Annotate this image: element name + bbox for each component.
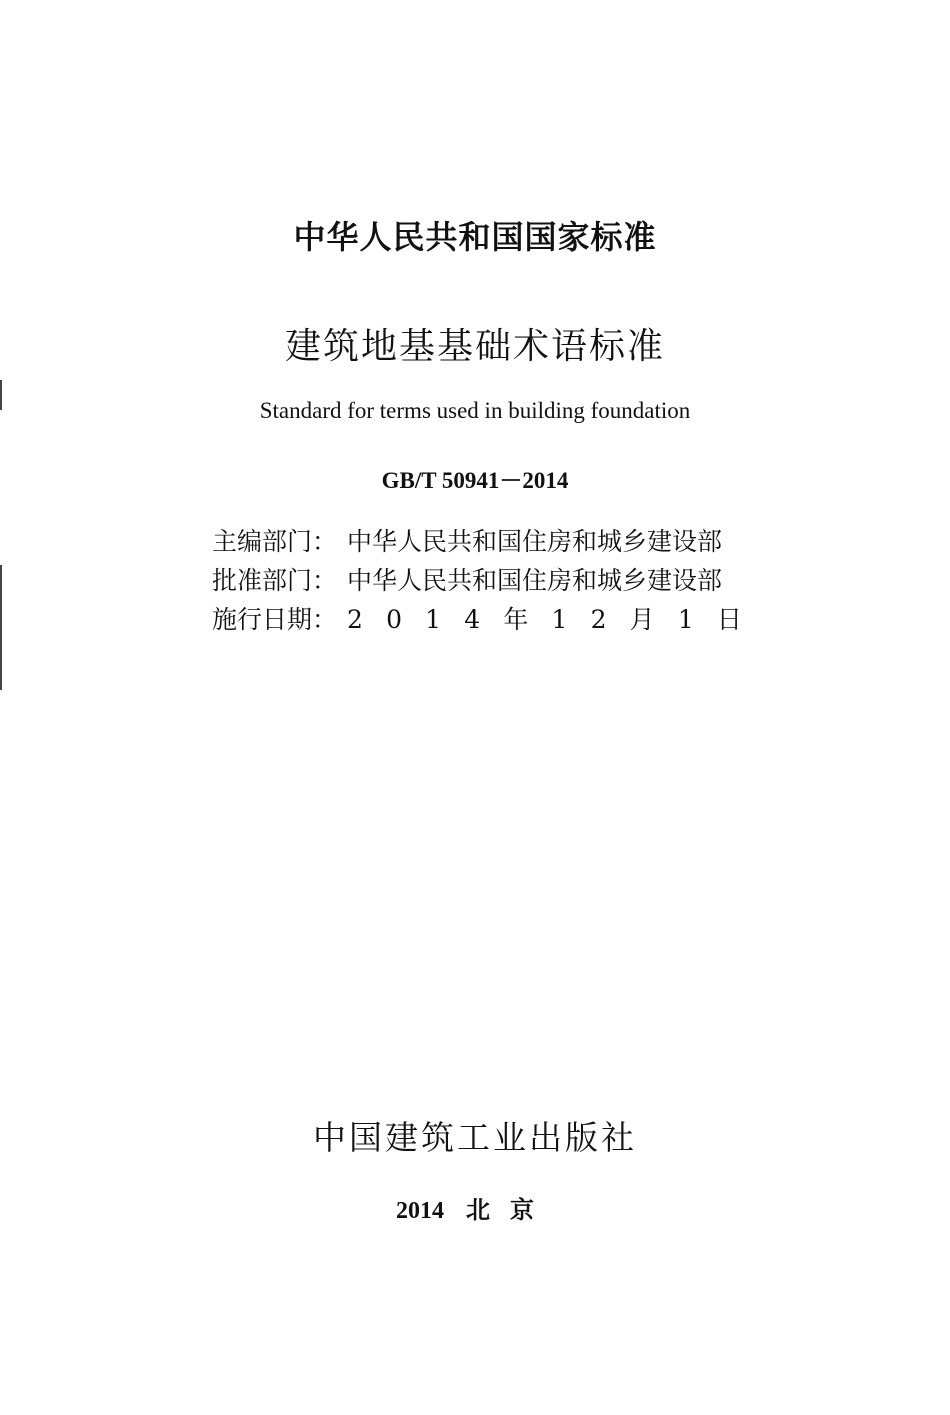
approver-row xyxy=(212,561,752,600)
editor-row xyxy=(212,522,752,561)
publication-line xyxy=(0,1190,950,1225)
date-char: 日 xyxy=(716,605,742,634)
editor-value: 中华人民共和国住房和城乡建设部 xyxy=(347,527,723,556)
date-char: 月 xyxy=(629,605,655,634)
date-char: 年 xyxy=(503,605,529,634)
effective-label: 施行日期： xyxy=(212,605,338,634)
date-char: 2 xyxy=(347,605,363,634)
date-char: 1 xyxy=(677,605,694,634)
document-title-en: Standard for terms used in building foundation xyxy=(259,398,691,423)
editor-label: 主编部门： xyxy=(212,527,338,556)
scan-edge-mark xyxy=(0,565,2,690)
approver-value: 中华人民共和国住房和城乡建设部 xyxy=(347,566,723,595)
approver-label: 批准部门： xyxy=(212,566,338,595)
effective-date-row xyxy=(212,600,752,639)
document-title-cn: 建筑地基基础术语标准 xyxy=(284,326,665,367)
publisher-name: 中国建筑工业出版社 xyxy=(313,1118,637,1157)
date-char: 2 xyxy=(590,605,607,634)
effective-date xyxy=(347,600,742,639)
date-char: 0 xyxy=(386,605,402,634)
publication-year: 2014 xyxy=(396,1198,444,1224)
date-char: 1 xyxy=(425,605,442,634)
date-char: 1 xyxy=(551,605,568,634)
standard-level-heading: 中华人民共和国国家标准 xyxy=(293,218,657,256)
standard-code: GB/T 50941－2014 xyxy=(381,468,569,493)
publication-city: 北京 xyxy=(466,1198,554,1224)
date-char: 4 xyxy=(464,605,481,634)
